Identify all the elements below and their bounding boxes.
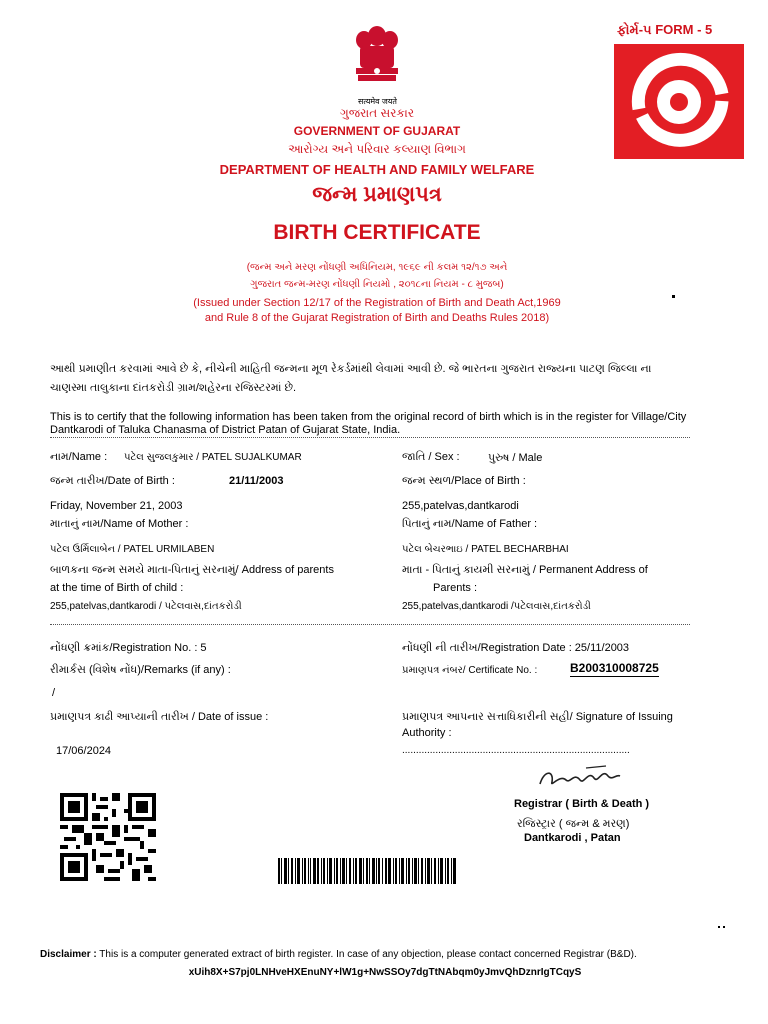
permanent-address-label-line2: Parents :	[433, 582, 478, 594]
permanent-address-label-line1: માતા - પિતાનું કાયમી સરનામું / Permanent Address of	[402, 564, 648, 576]
disclaimer-label: Disclaimer :	[40, 949, 97, 960]
registrar-place: Dantkarodi , Patan	[524, 832, 621, 844]
remarks-label: રીમાર્કસ (વિશેષ નોંધ)/Remarks (if any) :	[50, 664, 231, 676]
divider	[50, 437, 690, 438]
pob-label: જન્મ સ્થળ/Place of Birth :	[402, 475, 526, 487]
mother-label: માતાનું નામ/Name of Mother :	[50, 518, 189, 530]
name-value: પટેલ સુજલકુમાર / PATEL SUJALKUMAR	[124, 452, 302, 463]
issued-under-gujarati-line1: (જન્મ અને મરણ નોંધણી અધિનિયમ, ૧૯૬૯ ની કલમ ૧૨/૧૭ અને	[246, 262, 508, 273]
name-label: નામ/Name :	[50, 451, 108, 463]
certificate-title-gujarati: જન્મ પ્રમાણપત્ર	[312, 183, 442, 206]
signature-label-line2: Authority :	[402, 727, 452, 739]
certificate-number: B200310008725	[570, 661, 659, 675]
verification-hash: xUih8X+S7pj0LNHveHXEnuNY+lW1g+NwSSOy7dgTtNAbqm0yJmvQhDznrIgTCqyS	[188, 967, 582, 978]
dot-mark	[718, 926, 725, 930]
registration-number: નોંધણી ક્રમાંક/Registration No. : 5	[50, 642, 207, 654]
date-of-issue-label: પ્રમાણપત્ર કાઢી આપ્યાની તારીખ / Date of issue :	[50, 711, 269, 723]
divider	[50, 624, 690, 625]
disclaimer	[40, 948, 740, 961]
emblem-motto: सत्यमेव जयते	[358, 97, 397, 106]
issued-under-line2: and Rule 8 of the Gujarat Registration of Birth and Deaths Rules 2018)	[204, 312, 550, 324]
registrar-title-gujarati: રજિસ્ટ્રાર ( જન્મ & મરણ)	[517, 818, 630, 830]
certify-text-gujarati-line1: આથી પ્રમાણીત કરવામાં આવે છે કે, નીચેની માહિતી જન્મના મૂળ રેકર્ડમાંથી લેવામાં આવી છે. જે ભારતના ગુજરાત રાજ્યના પાટણ જિલ્લા ના	[50, 363, 652, 375]
registration-date: નોંધણી ની તારીખ/Registration Date : 25/11/2003	[402, 642, 630, 654]
registrar-signature-icon	[536, 762, 622, 792]
department-name-gujarati: આરોગ્ય અને પરિવાર કલ્યાણ વિભાગ	[288, 142, 466, 156]
address-at-birth-value: 255,patelvas,dantkarodi / પટેલવાસ,દાંતકરોડી	[50, 601, 242, 612]
certify-text-line1: This is to certify that the following information has been taken from the original record of birth which is in the register for Village/City	[50, 411, 687, 423]
dob-value: 21/11/2003	[229, 475, 284, 487]
signature-label-line1: પ્રમાણપત્ર આપનાર સત્તાધિકારીની સહી/ Signature of Issuing	[402, 711, 673, 723]
government-name: GOVERNMENT OF GUJARAT	[293, 124, 461, 138]
certify-text-line2: Dantkarodi of Taluka Chanasma of District Patan of Gujarat State, India.	[50, 424, 401, 436]
barcode-icon	[278, 858, 456, 884]
remarks-value: /	[52, 687, 56, 699]
dob-label: જન્મ તારીખ/Date of Birth :	[50, 475, 175, 487]
state-emblem-icon	[348, 22, 406, 96]
department-name: DEPARTMENT OF HEALTH AND FAMILY WELFARE	[219, 162, 535, 177]
qr-code-icon	[60, 793, 156, 881]
certificate-title: BIRTH CERTIFICATE	[273, 221, 481, 244]
registrar-title: Registrar ( Birth & Death )	[514, 798, 650, 810]
permanent-address-value: 255,patelvas,dantkarodi /પટેલવાસ,દાંતકરોડી	[402, 601, 591, 612]
issued-under-line1: (Issued under Section 12/17 of the Registration of Birth and Death Act,1969	[193, 297, 561, 309]
certificate-number-label: પ્રમાણપત્ર નંબર/ Certificate No. :	[402, 665, 538, 676]
issued-under-gujarati-line2: ગુજરાત જન્મ-મરણ નોંધણી નિયમો , ૨૦૧૮ના નિયમ - ૮ મુજબ)	[250, 279, 504, 290]
address-at-birth-label-line1: બાળકના જન્મ સમયે માતા-પિતાનું સરનામું/ Address of parents	[50, 564, 334, 576]
address-at-birth-label-line2: at the time of Birth of child :	[50, 582, 184, 594]
form-number: ફોર્મ-૫ FORM - 5	[617, 22, 713, 37]
date-of-issue-value: 17/06/2024	[56, 745, 112, 757]
government-name-gujarati: ગુજરાત સરકાર	[339, 106, 415, 120]
dot-mark	[672, 295, 675, 298]
father-label: પિતાનું નામ/Name of Father :	[402, 518, 538, 530]
sex-value: પુરુષ / Male	[488, 452, 543, 464]
signature-line: ..................................................................................	[402, 745, 630, 756]
father-value: પટેલ બેચરભાઇ / PATEL BECHARBHAI	[402, 544, 569, 555]
pob-value: 255,patelvas,dantkarodi	[402, 500, 519, 512]
certify-text-gujarati-line2: ચાણસ્મા તાલુકાના દાંતકરોડી ગ્રામ/શહેરના રજિસ્ટરમાં છે.	[50, 382, 297, 394]
sex-label: જાતિ / Sex :	[402, 451, 460, 463]
dob-words: Friday, November 21, 2003	[50, 500, 183, 512]
health-department-logo	[614, 44, 744, 159]
mother-value: પટેલ ઉર્મિલાબેન / PATEL URMILABEN	[50, 544, 215, 555]
disclaimer-text: This is a computer generated extract of birth register. In case of any objection, please contact concerned Registrar (B&D).	[96, 949, 637, 960]
